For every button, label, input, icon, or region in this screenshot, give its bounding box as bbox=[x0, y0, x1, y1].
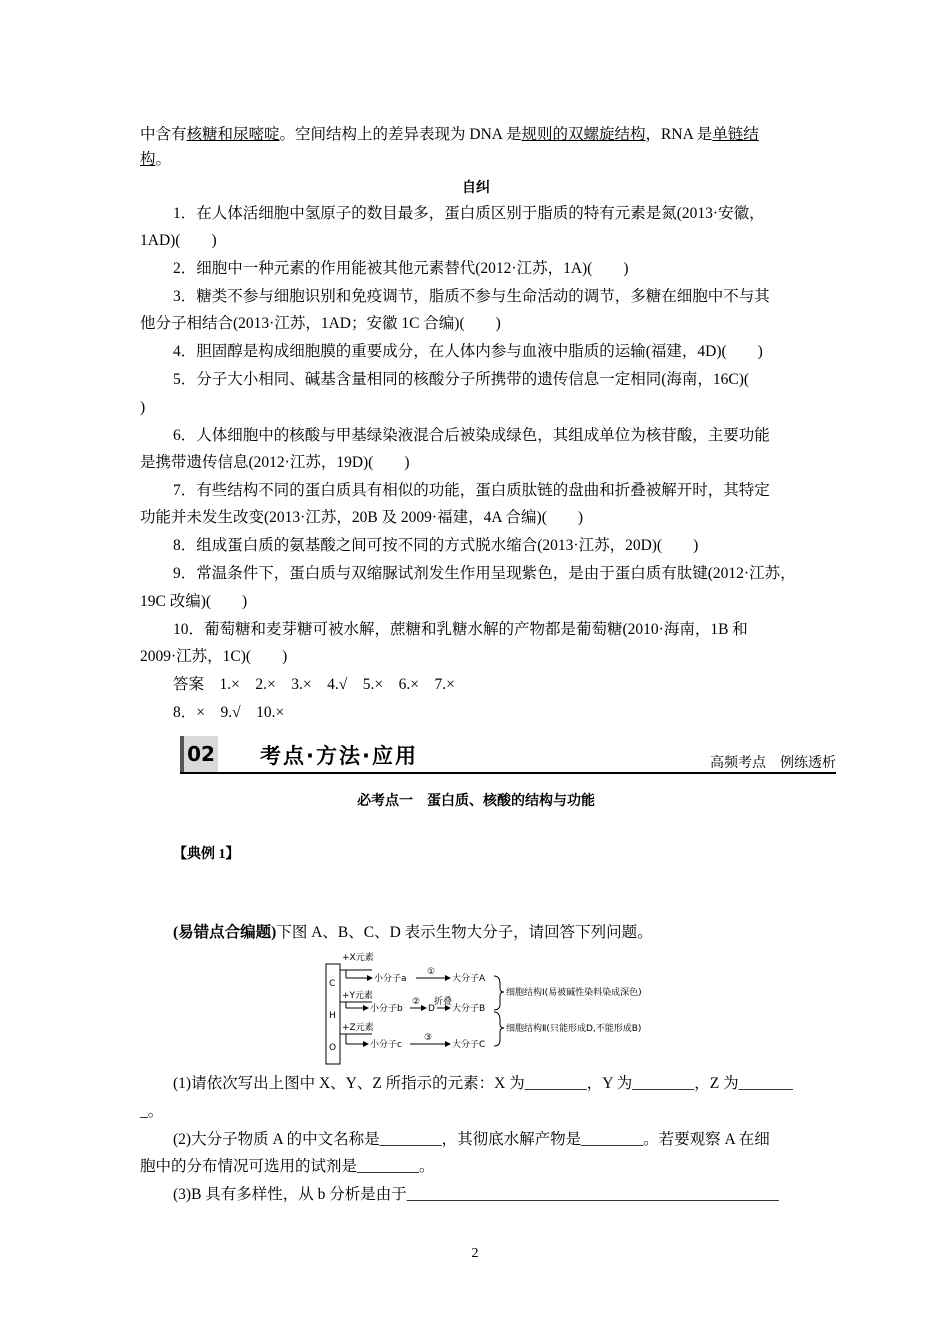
question-2-line-1: (2)大分子物质 A 的中文名称是________，其彻底水解产物是________。若要观察 A 在细 bbox=[173, 1131, 770, 1148]
section-subtitle: 必考点一 蛋白质、核酸的结构与功能 bbox=[357, 794, 595, 809]
question-text: 下图 A、B、C、D 表示生物大分子，请回答下列问题。 bbox=[276, 924, 653, 941]
step-1: ① bbox=[427, 967, 436, 977]
intro-text: 中含有 bbox=[140, 126, 187, 143]
item-line: 3．糖类不参与细胞识别和免疫调节，脂质不参与生命活动的调节，多糖在细胞中不与其 bbox=[173, 288, 770, 305]
intro-underline: 单链结 bbox=[712, 126, 759, 143]
intro-underline: 规则的双螺旋结构 bbox=[521, 126, 646, 143]
question-3: (3)B 具有多样性，从 b 分析是由于________________________________________________ bbox=[173, 1186, 779, 1203]
section-title: 考点·方法·应用 bbox=[260, 744, 418, 768]
question-source: (易错点合编题) bbox=[173, 924, 277, 941]
item-line: 6．人体细胞中的核酸与甲基绿染液混合后被染成绿色，其组成单位为核苷酸，主要功能 bbox=[173, 427, 770, 444]
intro-text: 。空间结构上的差异表现为 DNA 是 bbox=[279, 126, 522, 143]
question-1-line-1: (1)请依次写出上图中 X、Y、Z 所指示的元素：X 为________，Y 为________，Z 为_______ bbox=[173, 1075, 793, 1092]
question-1-line-2: _。 bbox=[140, 1103, 164, 1120]
molecule-d: D bbox=[428, 1004, 435, 1014]
big-molecule-b: 大分子B bbox=[452, 1004, 486, 1014]
section-rule bbox=[180, 772, 836, 774]
section-tag: 高频考点 例练透析 bbox=[710, 755, 836, 771]
intro-line-2 bbox=[140, 149, 812, 171]
element-label: C bbox=[329, 979, 336, 989]
z-element-label: +Z元素 bbox=[342, 1023, 374, 1033]
section-header bbox=[180, 736, 836, 774]
item-line: 2009·江苏，1C)( ) bbox=[140, 648, 288, 665]
fold-label: 折叠 bbox=[434, 997, 453, 1007]
small-molecule-a: 小分子a bbox=[374, 974, 407, 984]
small-molecule-b: 小分子b bbox=[370, 1004, 403, 1014]
item-line: ) bbox=[140, 399, 146, 416]
intro-underline: 构 bbox=[140, 151, 156, 168]
answers-line-1: 答案 1.× 2.× 3.× 4.√ 5.× 6.× 7.× bbox=[173, 676, 455, 693]
intro-text: ，RNA 是 bbox=[645, 126, 713, 143]
section-number: 02 bbox=[180, 736, 218, 772]
molecule-diagram bbox=[310, 948, 670, 1066]
big-molecule-a: 大分子A bbox=[452, 974, 486, 984]
item-line: 2．细胞中一种元素的作用能被其他元素替代(2012·江苏，1A)( ) bbox=[173, 260, 629, 277]
item-line: 功能并未发生改变(2013·江苏，20B 及 2009·福建，4A 合编)( ) bbox=[140, 509, 584, 526]
intro-underline: 核糖和尿嘧啶 bbox=[186, 126, 280, 143]
item-line: 4．胆固醇是构成细胞膜的重要成分，在人体内参与血液中脂质的运输(福建，4D)( ) bbox=[173, 343, 763, 360]
item-line: 10．葡萄糖和麦芽糖可被水解，蔗糖和乳糖水解的产物都是葡萄糖(2010·海南，1B 和 bbox=[173, 621, 748, 638]
item-line: 9．常温条件下，蛋白质与双缩脲试剂发生作用呈现紫色，是由于蛋白质有肽键(2012·江苏， bbox=[173, 565, 796, 582]
y-element-label: +Y元素 bbox=[342, 991, 374, 1001]
item-line: 是携带遗传信息(2012·江苏，19D)( ) bbox=[140, 454, 410, 471]
brace-1 bbox=[494, 976, 504, 1010]
page-number: 2 bbox=[471, 1246, 479, 1261]
element-label: H bbox=[329, 1011, 336, 1021]
cell-structure-1: 细胞结构Ⅰ(易被碱性染料染成深色) bbox=[506, 988, 642, 998]
big-molecule-c: 大分子C bbox=[452, 1040, 486, 1050]
item-line: 1AD)( ) bbox=[140, 232, 217, 249]
step-3: ③ bbox=[424, 1033, 433, 1043]
cell-structure-2: 细胞结构Ⅱ(只能形成D,不能形成B) bbox=[506, 1024, 642, 1034]
intro-line-1 bbox=[140, 124, 812, 146]
item-line: 1．在人体活细胞中氢原子的数目最多，蛋白质区别于脂质的特有元素是氮(2013·安徽， bbox=[173, 205, 765, 222]
question-2-line-2: 胞中的分布情况可选用的试剂是________。 bbox=[140, 1158, 435, 1175]
item-line: 19C 改编)( ) bbox=[140, 593, 248, 610]
answers-line-2: 8．× 9.√ 10.× bbox=[173, 704, 285, 721]
question-intro bbox=[173, 922, 813, 944]
item-line: 他分子相结合(2013·江苏，1AD；安徽 1C 合编)( ) bbox=[140, 315, 501, 332]
item-line: 5．分子大小相同、碱基含量相同的核酸分子所携带的遗传信息一定相同(海南，16C)( bbox=[173, 371, 750, 388]
example-label: 【典例 1】 bbox=[173, 847, 240, 862]
brace-2 bbox=[494, 1012, 504, 1046]
item-line: 7．有些结构不同的蛋白质具有相似的功能，蛋白质肽链的盘曲和折叠被解开时，其特定 bbox=[173, 482, 770, 499]
step-2: ② bbox=[412, 997, 421, 1007]
small-molecule-c: 小分子c bbox=[370, 1040, 402, 1050]
element-label: O bbox=[329, 1043, 337, 1053]
item-line: 8．组成蛋白质的氨基酸之间可按不同的方式脱水缩合(2013·江苏，20D)( ) bbox=[173, 537, 699, 554]
x-element-label: +X元素 bbox=[342, 953, 374, 963]
intro-text: 。 bbox=[155, 151, 172, 168]
self-check-title: 自纠 bbox=[462, 181, 490, 196]
